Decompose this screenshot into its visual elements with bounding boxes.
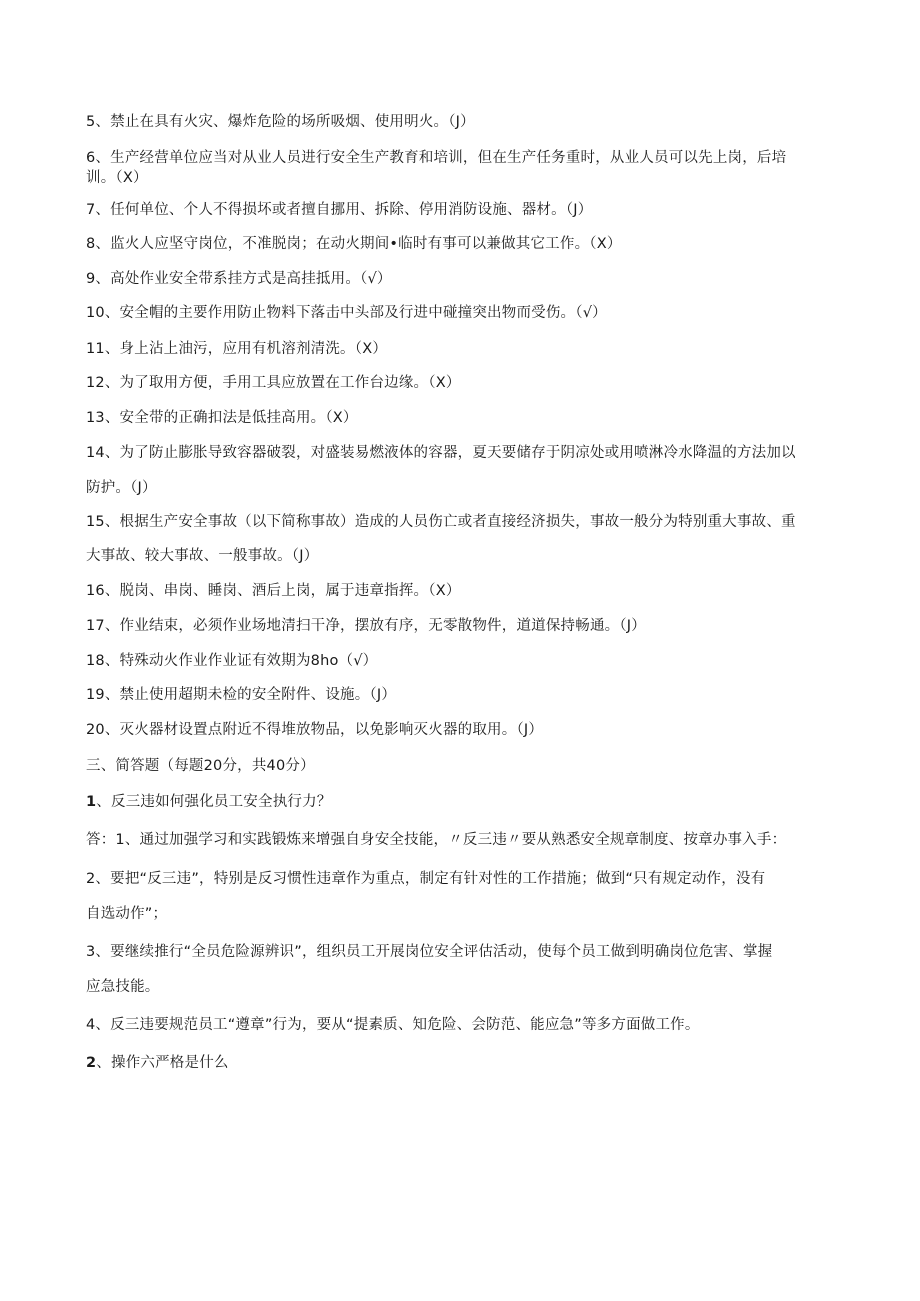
item-9: 9、高处作业安全带系挂方式是高挂抵用。（√） (86, 271, 392, 287)
answer-line-1: 答：1、通过加强学习和实践锻炼来增强自身安全技能，〃反三违〃要从熟悉安全规章制度、按章办事入手： (86, 832, 787, 848)
answer-line-2: 2、要把“反三违”，特别是反习惯性违章作为重点，制定有针对性的工作措施；做到“只有规定动作，没有 (86, 871, 766, 887)
question-1-number: 1 (86, 794, 97, 810)
item-6-line-2: 训。（X） (86, 170, 148, 186)
section-3-heading: 三、简答题（每题20分，共40分） (86, 758, 315, 774)
question-1-title (86, 792, 846, 812)
item-6-line-1: 6、生产经营单位应当对从业人员进行安全生产教育和培训，但在生产任务重时，从业人员可以先上岗，后培 (86, 150, 787, 166)
item-12: 12、为了取用方便，手用工具应放置在工作台边缘。（X） (86, 375, 461, 391)
item-19: 19、禁止使用超期未检的安全附件、设施。（J） (86, 687, 397, 703)
item-18: 18、特殊动火作业作业证有效期为8ho（√） (86, 653, 378, 669)
item-20: 20、灭火器材设置点附近不得堆放物品，以免影响灭火器的取用。（J） (86, 722, 544, 738)
item-10: 10、安全帽的主要作用防止物料下落击中头部及行进中碰撞突出物而受伤。（√） (86, 305, 607, 321)
question-2-text: 、操作六严格是什么 (96, 1055, 229, 1071)
item-16: 16、脱岗、串岗、睡岗、酒后上岗，属于违章指挥。（X） (86, 583, 461, 599)
item-8: 8、监火人应坚守岗位，不准脱岗；在动火期间•临时有事可以兼做其它工作。（X） (86, 236, 622, 252)
answer-line-5: 应急技能。 (86, 979, 160, 995)
item-5: 5、禁止在具有火灾、爆炸危险的场所吸烟、使用明火。（J） (86, 114, 475, 130)
question-2-title (86, 1053, 846, 1073)
answer-line-4: 3、要继续推行“全员危险源辨识”，组织员工开展岗位安全评估活动，使每个员工做到明确岗位危害、掌握 (86, 944, 773, 960)
item-14-line-2: 防护。（J） (86, 480, 157, 496)
item-11: 11、身上沾上油污，应用有机溶剂清洗。（X） (86, 341, 388, 357)
answer-line-3: 自选动作”； (86, 906, 168, 922)
item-7: 7、任何单位、个人不得损坏或者擅自挪用、拆除、停用消防设施、器材。（J） (86, 202, 593, 218)
item-15-line-2: 大事故、较大事故、一般事故。（J） (86, 548, 319, 564)
item-13: 13、安全带的正确扣法是低挂高用。（X） (86, 410, 358, 426)
answer-line-6: 4、反三违要规范员工“遵章”行为，要从“提素质、知危险、会防范、能应急”等多方面做工作。 (86, 1017, 700, 1033)
item-17: 17、作业结束，必须作业场地清扫干净，摆放有序，无零散物件，道道保持畅通。（J） (86, 618, 646, 634)
question-1-text: 、反三违如何强化员工安全执行力？ (96, 794, 332, 810)
question-2-number: 2 (86, 1055, 97, 1071)
item-15-line-1: 15、根据生产安全事故（以下简称事故）造成的人员伤亡或者直接经济损失，事故一般分为特别重大事故、重 (86, 514, 796, 530)
item-14-line-1: 14、为了防止膨胀导致容器破裂，对盛装易燃液体的容器，夏天要储存于阴凉处或用喷淋冷水降温的方法加以 (86, 445, 796, 461)
